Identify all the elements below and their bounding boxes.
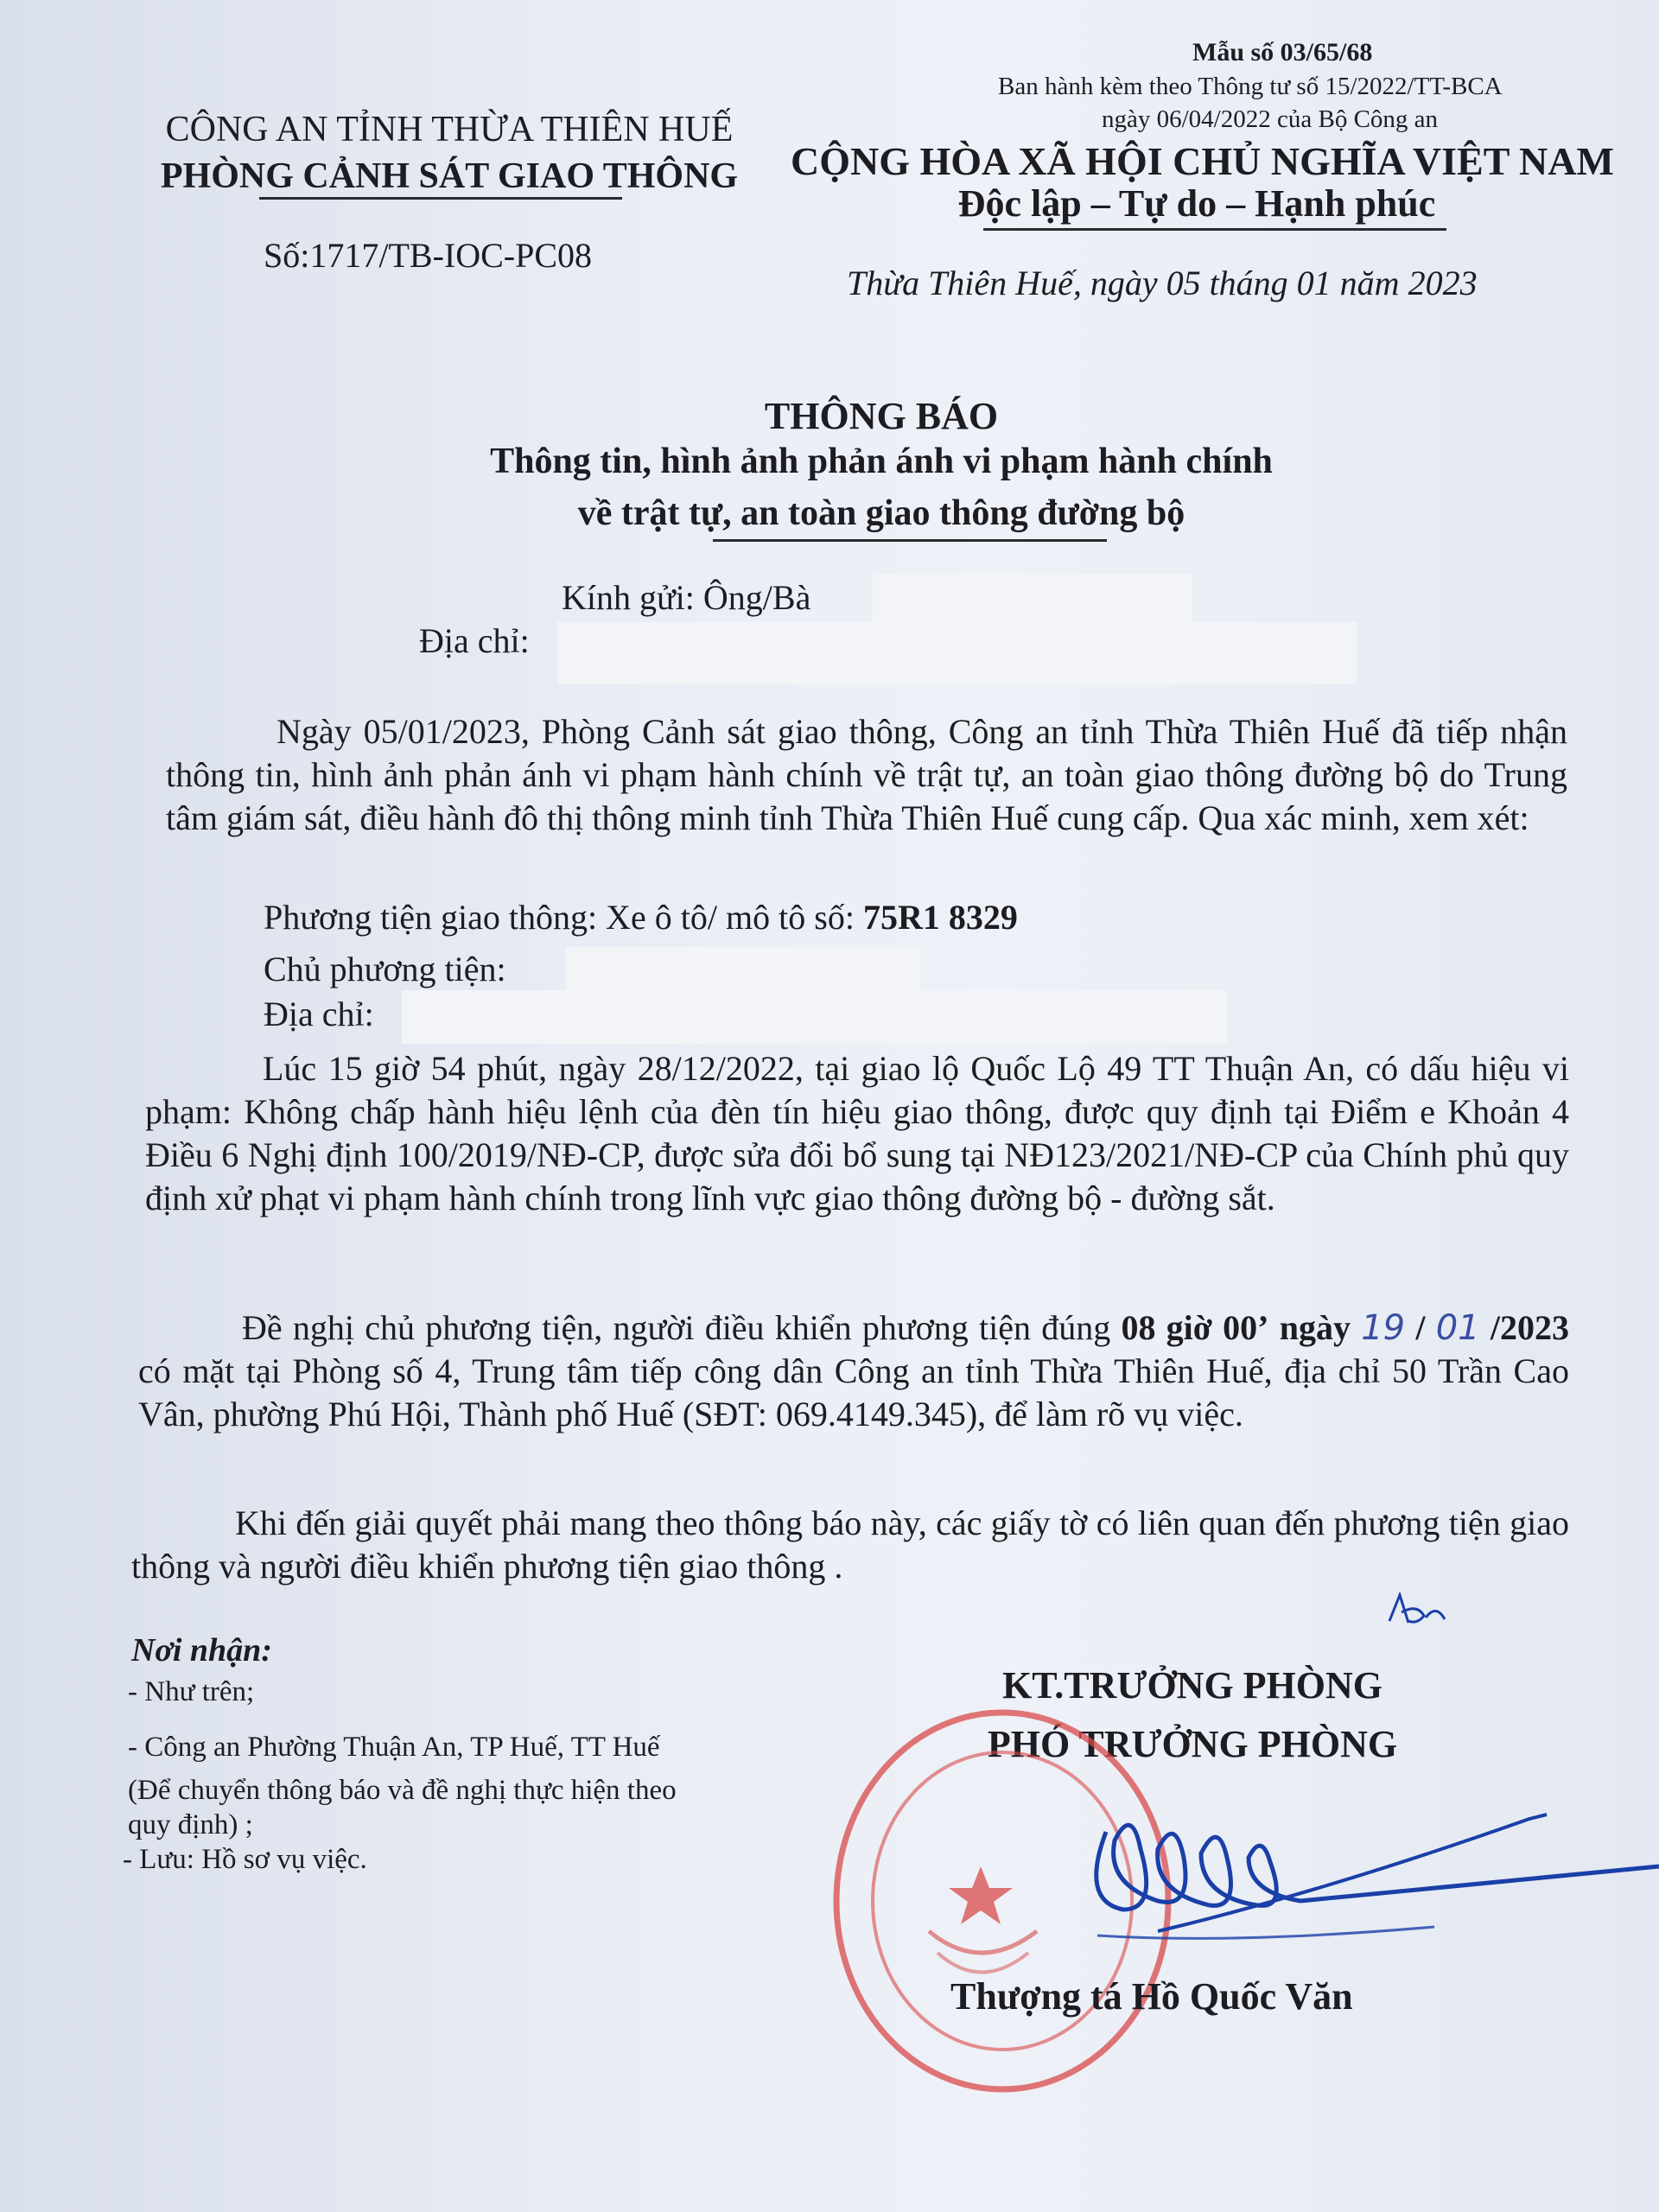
- form-issued-line2: ngày 06/04/2022 của Bộ Công an: [1102, 105, 1439, 133]
- signer-name: Thượng tá Hồ Quốc Văn: [950, 1975, 1353, 2018]
- greeting: Kính gửi: Ông/Bà: [562, 578, 811, 617]
- national-motto: Độc lập – Tự do – Hạnh phúc: [957, 182, 1436, 225]
- redacted-recipient-name: [873, 574, 1192, 624]
- agency-name: PHÒNG CẢNH SÁT GIAO THÔNG: [160, 156, 739, 196]
- redacted-recipient-address: [557, 622, 1357, 684]
- appointment-time: 08 giờ 00’: [1121, 1308, 1269, 1347]
- appointment-month: 01: [1435, 1308, 1480, 1348]
- appointment-day: 19: [1361, 1308, 1406, 1348]
- paragraph-instruction: Khi đến giải quyết phải mang theo thông báo này, các giấy tờ có liên quan đến phương tiện giao thông và người điều khiển phương tiện giao thông .: [131, 1503, 1569, 1586]
- doc-title: THÔNG BÁO: [764, 395, 999, 437]
- handwritten-signature: [1063, 1780, 1659, 1987]
- redacted-owner-address: [402, 990, 1227, 1044]
- signer-title-2: PHÓ TRƯỞNG PHÒNG: [987, 1723, 1398, 1765]
- owner-address-label: Địa chỉ:: [264, 995, 374, 1033]
- request-start: Đề nghị chủ phương tiện, người điều khiển phương tiện đúng: [242, 1308, 1122, 1347]
- redacted-owner-name: [566, 947, 920, 995]
- recipient-address-label: Địa chỉ:: [419, 621, 530, 660]
- appointment-year: /2023: [1479, 1308, 1569, 1347]
- vehicle-line: [264, 897, 1018, 938]
- receiver-item-3: (Để chuyển thông báo và đề nghị thực hiện theo: [128, 1775, 677, 1806]
- signer-title-1: KT.TRƯỞNG PHÒNG: [1002, 1664, 1382, 1707]
- receiver-item-2: - Công an Phường Thuận An, TP Huế, TT Huế: [128, 1732, 660, 1763]
- receivers-heading: Nơi nhận:: [131, 1632, 272, 1669]
- vehicle-plate: 75R1 8329: [862, 898, 1018, 937]
- date-separator: /: [1405, 1308, 1436, 1347]
- paragraph-request: [138, 1306, 1569, 1436]
- paragraph-intro: Ngày 05/01/2023, Phòng Cảnh sát giao thông, Công an tỉnh Thừa Thiên Huế đã tiếp nhận thông tin, hình ảnh phản ánh vi phạm hành chính về trật tự, an toàn giao thông đường bộ do Trung tâm giám sát, điều hành đô thị thông minh tỉnh Thừa Thiên Huế cung cấp. Qua xác minh, xem xét:: [166, 712, 1567, 837]
- doc-subtitle-2: về trật tự, an toàn giao thông đường bộ: [577, 493, 1185, 533]
- vehicle-label: Phương tiện giao thông: Xe ô tô/ mô tô số:: [264, 898, 863, 937]
- receiver-item-5: - Lưu: Hồ sơ vụ việc.: [123, 1844, 367, 1875]
- appointment-day-label: ngày: [1279, 1308, 1362, 1347]
- receiver-item-1: - Như trên;: [128, 1676, 255, 1707]
- document-number: Số:1717/TB-IOC-PC08: [264, 236, 593, 275]
- country-name: CỘNG HÒA XÃ HỘI CHỦ NGHĨA VIỆT NAM: [791, 139, 1614, 183]
- owner-label: Chủ phương tiện:: [264, 950, 506, 988]
- agency-underline: [259, 197, 622, 200]
- title-underline: [713, 539, 1107, 542]
- paragraph-violation: Lúc 15 giờ 54 phút, ngày 28/12/2022, tại giao lộ Quốc Lộ 49 TT Thuận An, có dấu hiệu vi phạm: Không chấp hành hiệu lệnh của đèn tín hiệu giao thông, được quy định tại Điểm e Khoản 4 Điều 6 Nghị định 100/2019/NĐ-CP, được sửa đổi bổ sung tại NĐ123/2021/NĐ-CP của Chính phủ quy định xử phạt vi phạm hành chính trong lĩnh vực giao thông đường bộ - đường sắt.: [145, 1049, 1569, 1217]
- form-code: Mẫu số 03/65/68: [1192, 38, 1373, 67]
- form-issued-line1: Ban hành kèm theo Thông tư số 15/2022/TT-BCA: [998, 73, 1503, 100]
- motto-underline: [983, 228, 1446, 231]
- agency-parent: CÔNG AN TỈNH THỪA THIÊN HUẾ: [165, 110, 734, 149]
- date-line: Thừa Thiên Huế, ngày 05 tháng 01 năm 2023: [847, 264, 1478, 302]
- receiver-item-4: quy định) ;: [128, 1809, 253, 1840]
- doc-subtitle-1: Thông tin, hình ảnh phản ánh vi phạm hành chính: [490, 442, 1273, 481]
- initials-mark: [1382, 1586, 1452, 1638]
- request-rest: có mặt tại Phòng số 4, Trung tâm tiếp công dân Công an tỉnh Thừa Thiên Huế, địa chỉ 50 Trần Cao Vân, phường Phú Hội, Thành phố Huế (SĐT: 069.4149.345), để làm rõ vụ việc.: [138, 1351, 1569, 1433]
